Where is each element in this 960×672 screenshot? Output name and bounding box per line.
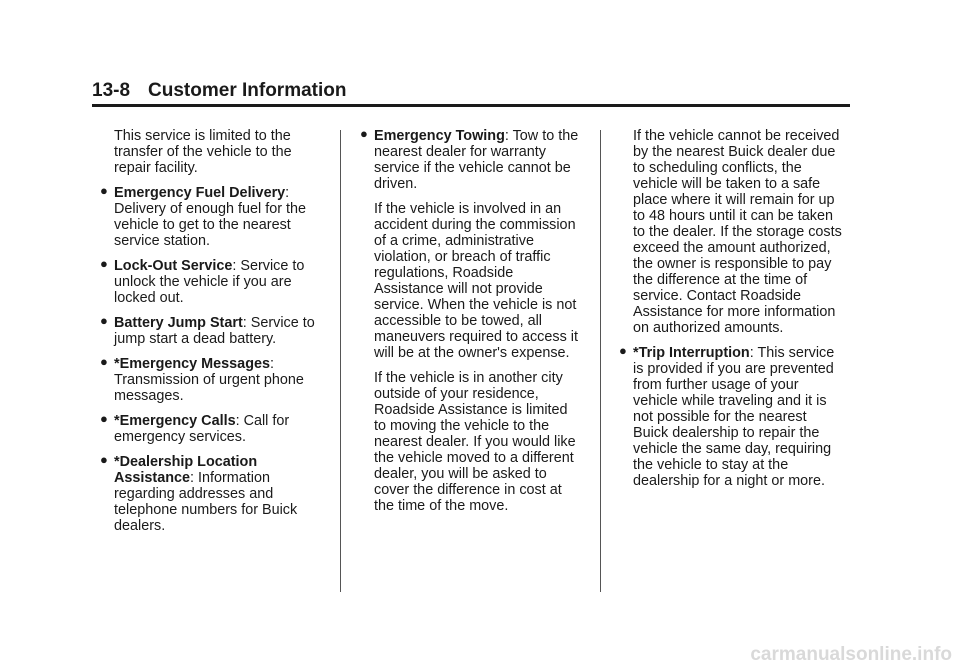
- bullet-icon: ●: [100, 452, 108, 467]
- list-item-lockout-service: ● Lock-Out Service: Service to unlock the vehicle if you are locked out.: [100, 256, 305, 306]
- another-city-paragraph: If the vehicle is in another city outside of your residence, Roadside Assistance is limited to moving the vehicle to the nearest dealer. If you would like the vehicle moved to a different dealer, you will be asked to cover the difference in cost at the time of the move.: [374, 370, 576, 514]
- section-title: Customer Information: [148, 80, 347, 101]
- page-number: 13-8: [92, 80, 131, 101]
- bullet-icon: ●: [360, 126, 368, 141]
- bullet-icon: ●: [619, 343, 627, 358]
- column-3: [615, 128, 851, 498]
- list-item-emergency-calls: ● *Emergency Calls: Call for emergency services.: [100, 411, 290, 445]
- list-item-emergency-messages: ● *Emergency Messages: Transmission of urgent phone messages.: [100, 354, 304, 404]
- bullet-icon: ●: [100, 313, 108, 328]
- intro-paragraph: This service is limited to the transfer of the vehicle to the repair facility.: [114, 128, 292, 176]
- column-divider-2: [600, 130, 601, 592]
- list-item-trip-interruption: ● *Trip Interruption: This service is provided if you are prevented from further usage of your vehicle while traveling and it is not possible for the nearest Buick dealership to repair the vehicle the same day, requiring the vehicle to stay at the dealership for a night or more.: [619, 343, 835, 489]
- column-2: [356, 128, 592, 523]
- list-item-emergency-towing: ● Emergency Towing: Tow to the nearest dealer for warranty service if the vehicle cannot be driven.: [360, 126, 579, 192]
- watermark: carmanualsonline.info: [750, 644, 952, 665]
- crime-paragraph: If the vehicle is involved in an accident during the commission of a crime, administrative violation, or breach of traffic regulations, Roadside Assistance will not provide service. When the vehicle is not accessible to be towed, all maneuvers required to access it will be at the owner's expense.: [374, 201, 578, 361]
- list-item-dealership-location: ● *Dealership Location Assistance: Information regarding addresses and telephone numbers for Buick dealers.: [100, 452, 298, 534]
- bullet-icon: ●: [100, 256, 108, 271]
- header-rule: [92, 104, 850, 107]
- bullet-icon: ●: [100, 411, 108, 426]
- list-item-battery-jump: ● Battery Jump Start: Service to jump start a dead battery.: [100, 313, 315, 347]
- storage-paragraph: If the vehicle cannot be received by the nearest Buick dealer due to scheduling conflicts, the vehicle will be taken to a safe place where it will remain for up to 48 hours until it can be taken to the dealer. If the storage costs exceed the amount authorized, the owner is responsible to pay the difference at the time of service. Contact Roadside Assistance for more information on authorized amounts.: [633, 128, 842, 336]
- column-divider-1: [340, 130, 341, 592]
- page-header: [92, 80, 346, 102]
- bullet-icon: ●: [100, 354, 108, 369]
- bullet-icon: ●: [100, 183, 108, 198]
- column-1: [96, 128, 332, 543]
- list-item-fuel-delivery: ● Emergency Fuel Delivery: Delivery of enough fuel for the vehicle to get to the nearest service station.: [100, 183, 306, 249]
